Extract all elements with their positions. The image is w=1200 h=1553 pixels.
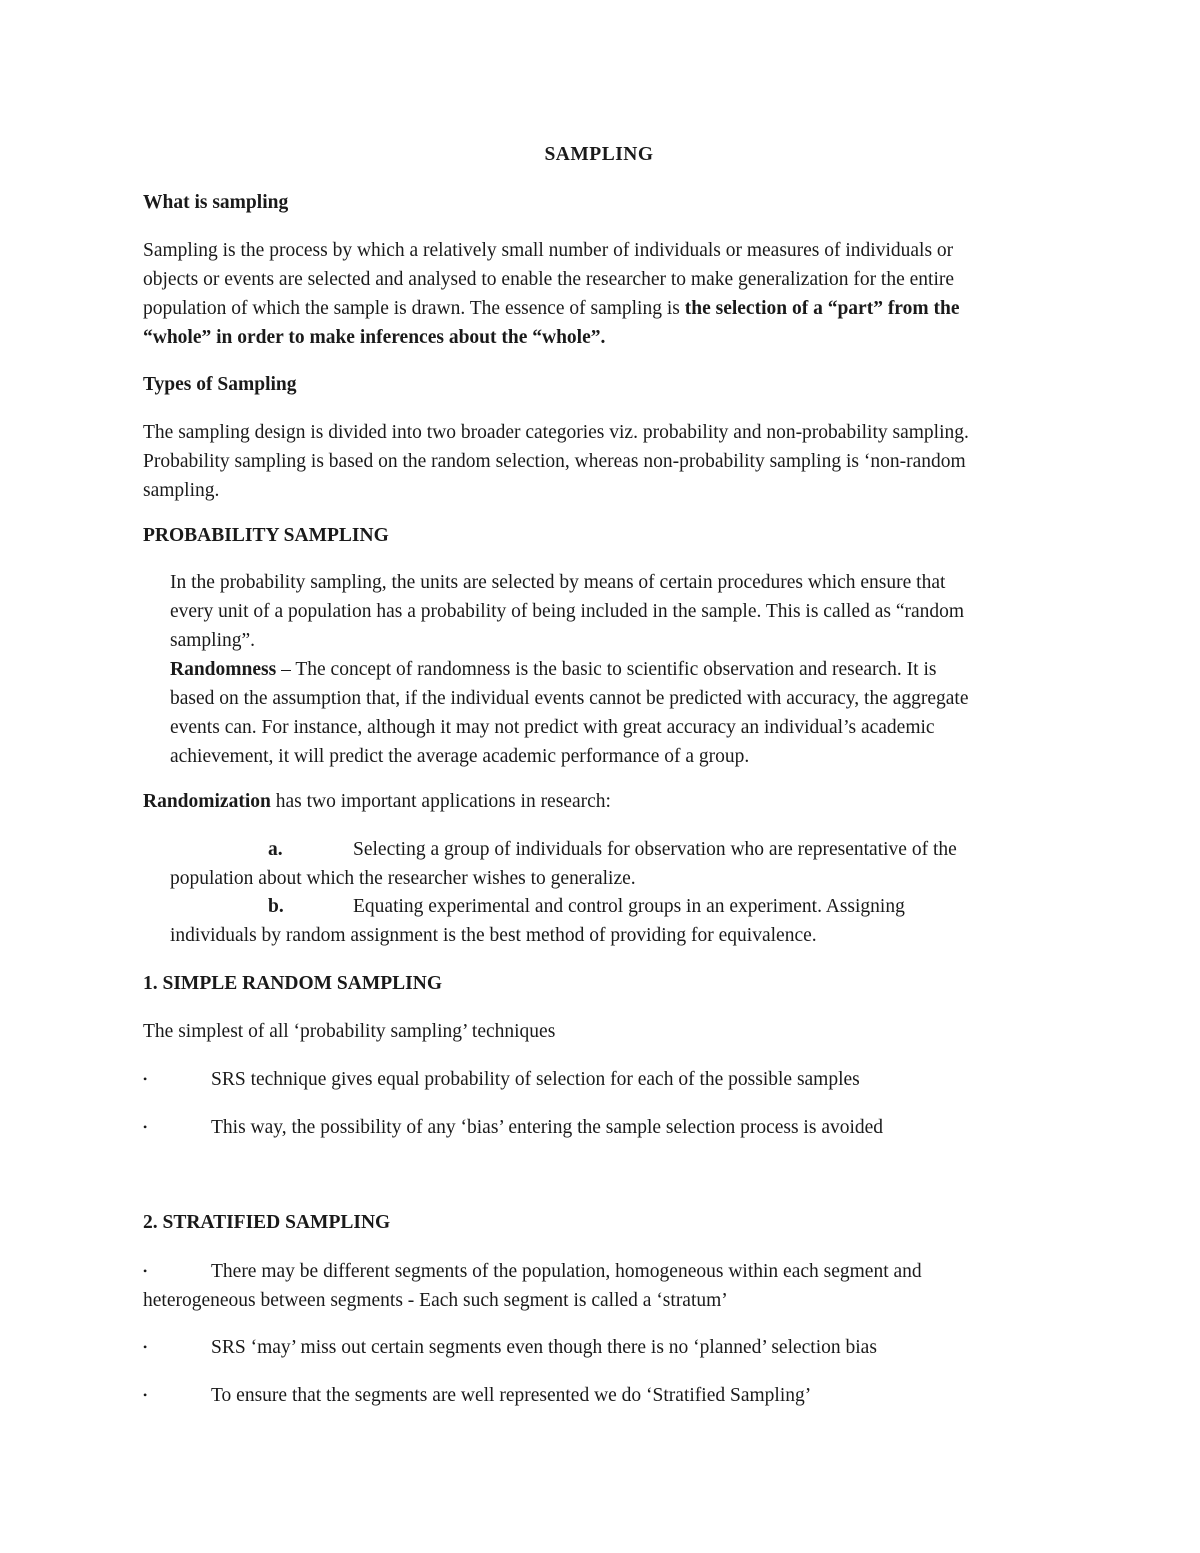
bullet-item <box>143 1065 1058 1094</box>
bold-text: Randomness <box>170 659 277 680</box>
text-line: based on the assumption that, if the individual events cannot be predicted with accuracy, the aggregate <box>170 688 969 709</box>
bullet-item <box>143 1381 1058 1410</box>
text-line: The sampling design is divided into two broader categories viz. probability and non-probability sampling. <box>143 422 969 443</box>
text-line: Sampling is the process by which a relatively small number of individuals or measures of individuals or <box>143 240 954 261</box>
text-line: sampling. <box>143 480 220 501</box>
heading-probability-sampling: PROBABILITY SAMPLING <box>143 525 389 546</box>
paragraph-what-is-sampling <box>143 236 1058 352</box>
bullet-text-continued: heterogeneous between segments - Each such segment is called a ‘stratum’ <box>143 1290 728 1311</box>
text-line: events can. For instance, although it may not predict with great accuracy an individual’s academic <box>170 717 935 738</box>
bullet-item <box>143 1333 1058 1362</box>
text-line <box>170 655 1060 684</box>
list-marker: b. <box>268 896 284 917</box>
bold-text: the selection of a “part” from the <box>684 298 960 319</box>
paragraph-srs-intro: The simplest of all ‘probability sampling’ techniques <box>143 1021 556 1042</box>
heading-simple-random-sampling: 1. SIMPLE RANDOM SAMPLING <box>143 973 443 994</box>
text-line: every unit of a population has a probability of being included in the sample. This is called as “random <box>170 601 965 622</box>
bullet-text: There may be different segments of the population, homogeneous within each segment and <box>211 1261 922 1282</box>
text-line: achievement, it will predict the average academic performance of a group. <box>170 746 750 767</box>
bullet-icon: • <box>143 1264 148 1278</box>
text-line: Probability sampling is based on the random selection, whereas non-probability sampling is ‘non-random <box>143 451 966 472</box>
text-line: Selecting a group of individuals for observation who are representative of the <box>353 839 957 860</box>
bullet-text: SRS technique gives equal probability of selection for each of the possible samples <box>211 1069 860 1090</box>
text-line: Equating experimental and control groups in an experiment. Assigning <box>353 896 905 917</box>
page-title: SAMPLING <box>544 144 654 165</box>
text-line: In the probability sampling, the units are selected by means of certain procedures which ensure that <box>170 572 946 593</box>
bullet-icon: • <box>143 1340 148 1354</box>
text-span: population of which the sample is drawn. The essence of sampling is <box>143 298 685 319</box>
paragraph-randomization <box>143 787 1058 816</box>
bold-text-line: “whole” in order to make inferences about the “whole”. <box>143 327 606 348</box>
bullet-icon: • <box>143 1388 148 1402</box>
list-item-b <box>170 892 1060 950</box>
paragraph-probability-sampling <box>170 568 1060 771</box>
text-span: has two important applications in research: <box>270 791 611 812</box>
bold-text: Randomization <box>143 791 271 812</box>
bullet-item <box>143 1257 1058 1315</box>
text-line: individuals by random assignment is the best method of providing for equivalence. <box>170 925 817 946</box>
bullet-icon: • <box>143 1072 148 1086</box>
heading-types-of-sampling: Types of Sampling <box>143 374 297 395</box>
bullet-text: SRS ‘may’ miss out certain segments even though there is no ‘planned’ selection bias <box>211 1337 877 1358</box>
bullet-icon: • <box>143 1120 148 1134</box>
paragraph-types-of-sampling <box>143 418 1058 505</box>
list-marker: a. <box>268 839 283 860</box>
heading-stratified-sampling: 2. STRATIFIED SAMPLING <box>143 1212 391 1233</box>
text-line: population about which the researcher wishes to generalize. <box>170 868 636 889</box>
text-line <box>143 294 1058 323</box>
bullet-item <box>143 1113 1058 1142</box>
bullet-text: To ensure that the segments are well represented we do ‘Stratified Sampling’ <box>211 1385 812 1406</box>
bullet-text: This way, the possibility of any ‘bias’ entering the sample selection process is avoided <box>211 1117 884 1138</box>
heading-what-is-sampling: What is sampling <box>143 192 289 213</box>
text-line: sampling”. <box>170 630 256 651</box>
text-line: objects or events are selected and analysed to enable the researcher to make generalization for the entire <box>143 269 955 290</box>
text-span: – The concept of randomness is the basic to scientific observation and research. It is <box>276 659 937 680</box>
list-item-a <box>170 835 1060 893</box>
